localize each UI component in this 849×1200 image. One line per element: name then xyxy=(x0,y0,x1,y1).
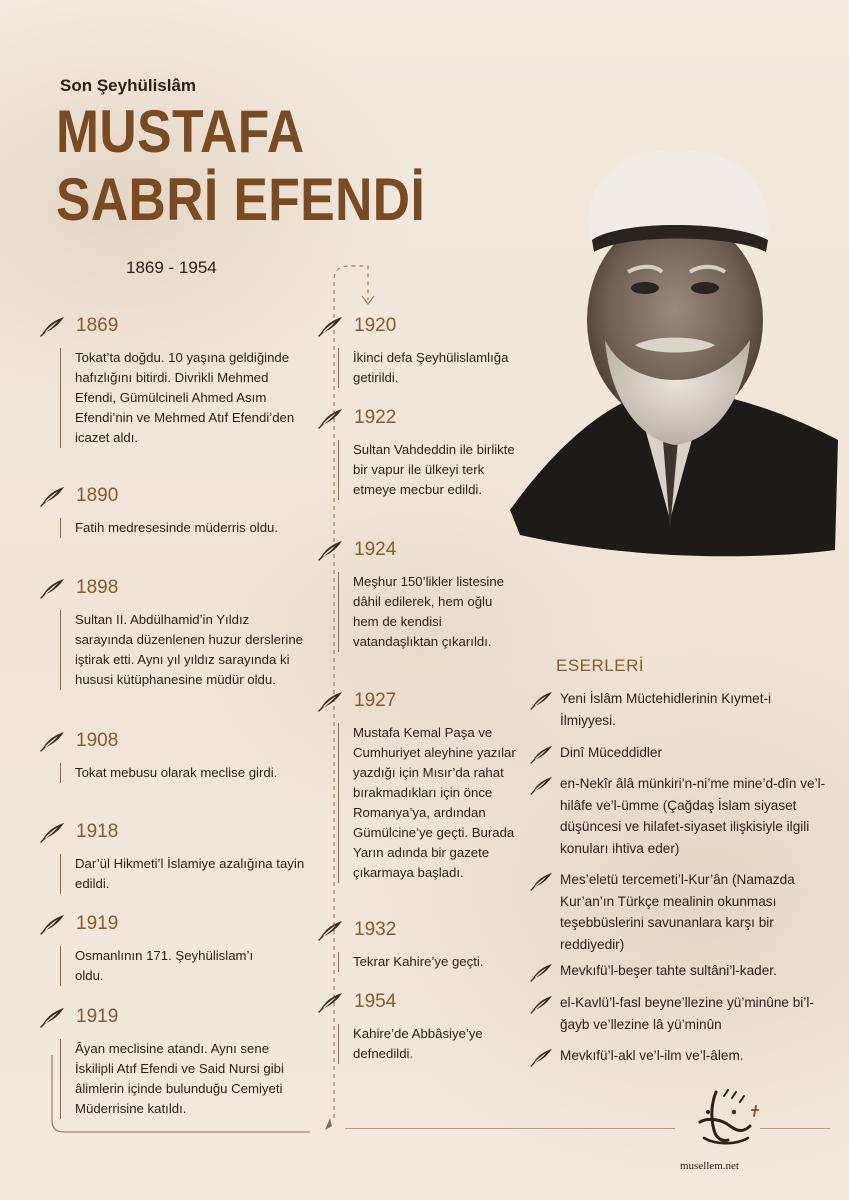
entry-year: 1954 xyxy=(354,991,397,1012)
quill-icon xyxy=(318,991,344,1013)
quill-icon xyxy=(530,871,554,891)
entry-text: Meşhur 150’likler listesine dâhil edilerek, hem oğlu hem de kendisi vatandaşlıktan çıkarıldı. xyxy=(338,572,518,652)
work-item xyxy=(530,742,830,764)
quill-icon xyxy=(40,821,66,843)
work-text: Mevkıfü’l-beşer tahte sultâni’l-kader. xyxy=(560,963,777,978)
timeline-entry-1919-ayan xyxy=(40,1003,310,1119)
entry-text: Tekrar Kahire’ye geçti. xyxy=(338,952,528,972)
quill-icon xyxy=(318,919,344,941)
entry-year: 1920 xyxy=(354,315,397,336)
work-item xyxy=(530,773,830,859)
quill-icon xyxy=(40,730,66,752)
entry-year: 1918 xyxy=(76,821,119,842)
work-item xyxy=(530,869,830,955)
entry-text: Sultan Vahdeddin ile birlikte bir vapur ile ülkeyi terk etmeye mecbur edildi. xyxy=(338,440,518,500)
entry-text: Tokat mebusu olarak meclise girdi. xyxy=(60,763,290,783)
entry-text: Mustafa Kemal Paşa ve Cumhuriyet aleyhine yazılar yazdığı için Mısır’da rahat bırakmadıkları için önce Romanya’ya, ardından Gümülcine’ye geçti. Burada Yarın adında bir gazete çıkarmaya başladı. xyxy=(338,723,528,883)
entry-text: Dar’ül Hikmeti’l İslamiye azalığına tayin edildi. xyxy=(60,854,310,894)
entry-year: 1919 xyxy=(76,1006,119,1027)
quill-icon xyxy=(530,962,554,982)
entry-year: 1932 xyxy=(354,919,397,940)
works-heading: ESERLERİ xyxy=(556,656,645,675)
quill-icon xyxy=(40,315,66,337)
title-line-2: SABRİ EFENDİ xyxy=(56,166,426,233)
footer-site: musellem.net xyxy=(680,1160,739,1172)
work-item xyxy=(530,992,830,1035)
life-years: 1869 - 1954 xyxy=(126,258,217,277)
timeline-entry-1920 xyxy=(318,312,528,388)
subtitle: Son Şeyhülislâm xyxy=(60,76,197,95)
work-text: Dinî Müceddidler xyxy=(560,745,662,760)
timeline-entry-1922 xyxy=(318,404,518,500)
entry-year: 1869 xyxy=(76,315,119,336)
timeline-entry-1918 xyxy=(40,818,310,894)
quill-icon xyxy=(40,1006,66,1028)
entry-text: Âyan meclisine atandı. Aynı sene İskilipli Atıf Efendi ve Said Nursi gibi âlimlerin içinde bulunduğu Cemiyeti Müderrisine katıldı. xyxy=(60,1039,310,1119)
entry-text: Fatih medresesinde müderris oldu. xyxy=(60,518,280,538)
entry-text: İkinci defa Şeyhülislamlığa getirildi. xyxy=(338,348,528,388)
work-text: Yeni İslâm Müctehidlerinin Kıymet-i İlmiyyesi. xyxy=(560,691,772,728)
work-item xyxy=(530,1045,830,1067)
entry-year: 1922 xyxy=(354,407,397,428)
quill-icon xyxy=(530,744,554,764)
timeline-entry-1924 xyxy=(318,536,518,652)
entry-year: 1927 xyxy=(354,690,397,711)
entry-year: 1898 xyxy=(76,577,119,598)
quill-icon xyxy=(318,315,344,337)
quill-icon xyxy=(530,775,554,795)
entry-year: 1924 xyxy=(354,539,397,560)
title-line-1: MUSTAFA xyxy=(56,98,305,165)
timeline-entry-1919 xyxy=(40,910,310,986)
calligraphy-logo xyxy=(686,1082,766,1154)
footer-divider xyxy=(760,1128,830,1129)
entry-year: 1908 xyxy=(76,730,119,751)
timeline-entry-1869 xyxy=(40,312,310,448)
entry-text: Tokat’ta doğdu. 10 yaşına geldiğinde hafızlığını bitirdi. Divrikli Mehmed Efendi, Gümülcineli Ahmed Asım Efendi’nin ve Mehmed Atıf Efendi’den icazet aldı. xyxy=(60,348,310,448)
quill-icon xyxy=(318,539,344,561)
quill-icon xyxy=(318,690,344,712)
quill-icon xyxy=(530,994,554,1014)
footer-divider xyxy=(345,1128,675,1129)
entry-year: 1890 xyxy=(76,485,119,506)
timeline-entry-1927 xyxy=(318,687,528,883)
quill-icon xyxy=(40,577,66,599)
work-text: Mes’eletü tercemeti’l-Kur’ân (Namazda Kur’an’ın Türkçe mealinin okunması teşebbüslerini savunanlara karşı bir reddiyedir) xyxy=(560,872,795,952)
timeline-entry-1898 xyxy=(40,574,310,690)
quill-icon xyxy=(40,913,66,935)
quill-icon xyxy=(40,485,66,507)
work-text: Mevkıfü’l-akl ve’l-ilm ve’l-âlem. xyxy=(560,1048,744,1063)
entry-year: 1919 xyxy=(76,913,119,934)
work-item xyxy=(530,688,830,731)
quill-icon xyxy=(318,407,344,429)
timeline-entry-1890 xyxy=(40,482,310,538)
entry-text: Kahire’de Abbâsiye’ye defnedildi. xyxy=(338,1024,518,1064)
entry-text: Osmanlının 171. Şeyhülislam’ı oldu. xyxy=(60,946,280,986)
portrait-image xyxy=(500,140,840,570)
timeline-entry-1932 xyxy=(318,916,528,972)
work-item xyxy=(530,960,830,982)
work-text: el-Kavlü’l-fasl beyne’llezine yü’minûne bi’l-ğayb ve’llezine lâ yü’minûn xyxy=(560,995,814,1032)
quill-icon xyxy=(530,1047,554,1067)
quill-icon xyxy=(530,690,554,710)
entry-text: Sultan II. Abdülhamid’in Yıldız sarayında düzenlenen huzur derslerine iştirak etti. Aynı yıl yıldız sarayında ki hususi kütüphanesine müdür oldu. xyxy=(60,610,310,690)
work-text: en-Nekîr âlâ münkiri’n-ni’me mine’d-dîn ve’l-hilâfe ve’l-ümme (Çağdaş İslam siyaset düşüncesi ve hilafet-siyaset ilişkisiyle ilgili konuları ihtiva eder) xyxy=(560,776,826,856)
timeline-entry-1908 xyxy=(40,727,310,783)
timeline-entry-1954 xyxy=(318,988,518,1064)
